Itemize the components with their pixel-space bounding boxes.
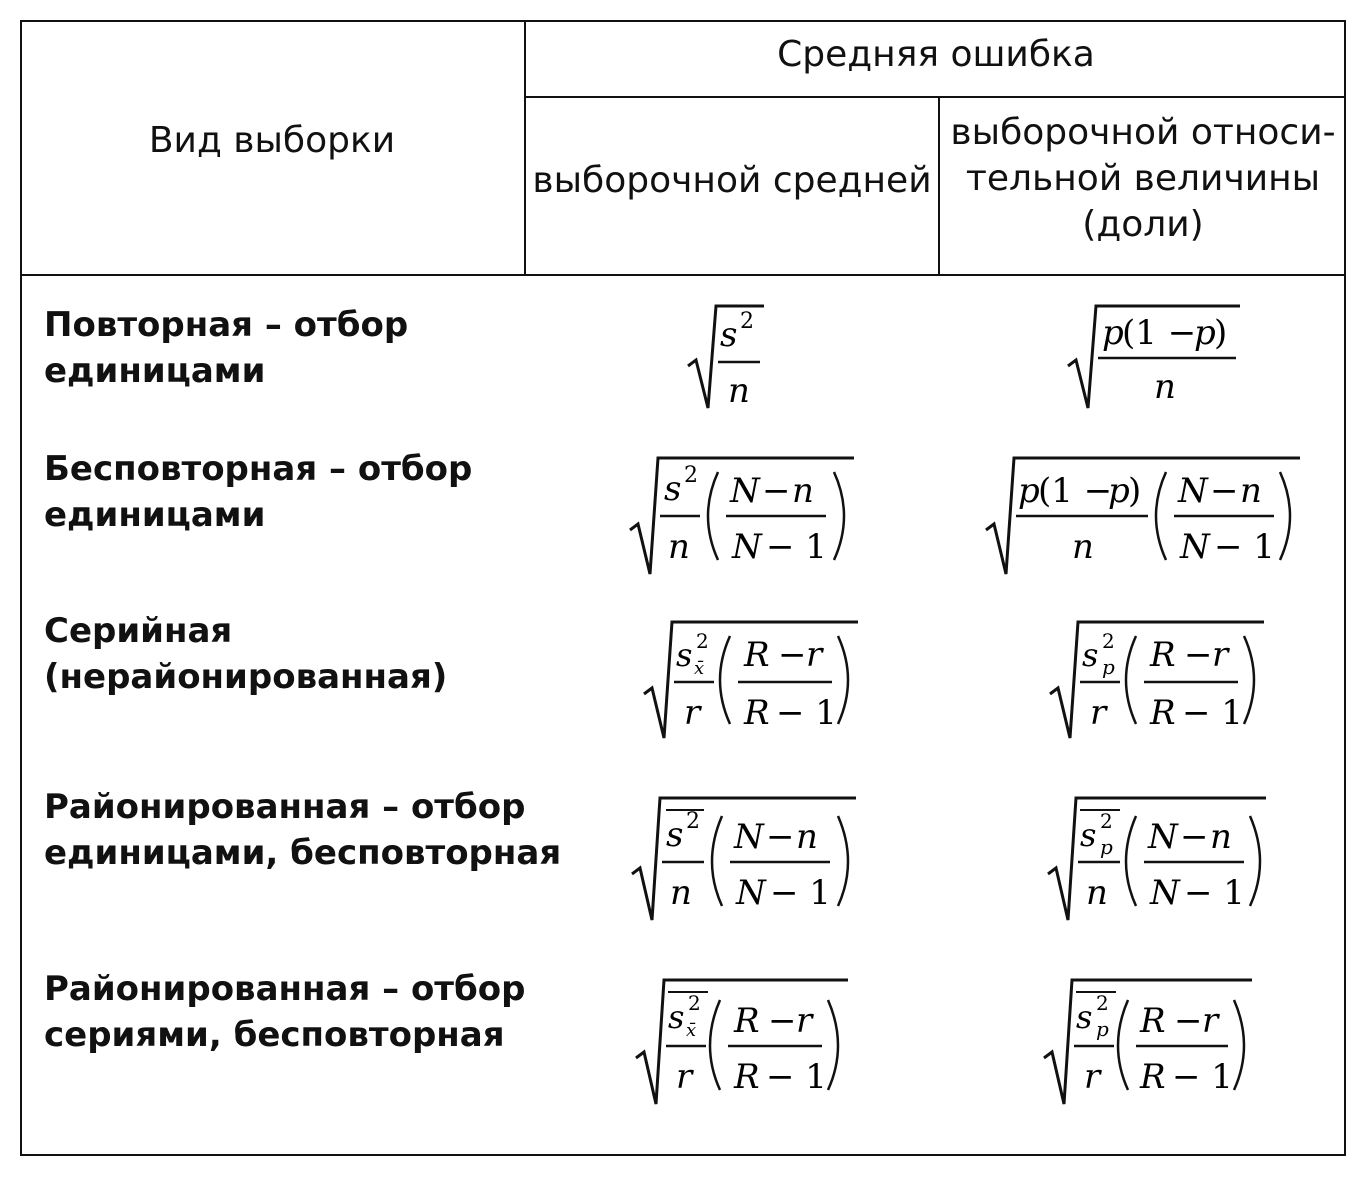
- formula-stratified-series-mean: [632, 972, 852, 1114]
- svg-text:− 1: − 1: [1184, 873, 1245, 913]
- header-divider-bottom: [20, 274, 1346, 276]
- row-label-non-repeated: Бесповторная – отбор единицами: [44, 449, 473, 535]
- svg-text:s: s: [1080, 816, 1097, 854]
- svg-text:n: n: [668, 527, 690, 567]
- formula-repeated-mean: [684, 296, 784, 420]
- svg-text:s: s: [668, 998, 685, 1036]
- header-mean-error: Средняя ошибка: [777, 34, 1095, 75]
- svg-text:2: 2: [1096, 991, 1109, 1015]
- svg-text:n: n: [796, 817, 818, 857]
- formula-stratified-units-proportion: [1044, 790, 1270, 930]
- svg-text:R: R: [744, 693, 770, 733]
- svg-text:2: 2: [696, 629, 709, 653]
- svg-text:r: r: [1084, 1057, 1101, 1097]
- svg-text:−: −: [762, 471, 791, 511]
- svg-text:p: p: [1108, 471, 1130, 511]
- svg-text:N: N: [732, 527, 762, 567]
- header-sample-mean: выборочной средней: [532, 160, 932, 201]
- svg-text:N: N: [736, 873, 766, 913]
- svg-text:(1 −: (1 −: [1038, 471, 1113, 511]
- svg-text:r: r: [676, 1057, 693, 1097]
- svg-text:n: n: [728, 371, 750, 411]
- svg-text:−: −: [778, 635, 807, 675]
- svg-text:s: s: [1082, 636, 1099, 674]
- svg-text:n: n: [1086, 873, 1108, 913]
- svg-text:p: p: [1100, 835, 1113, 859]
- svg-text:2: 2: [1102, 629, 1115, 653]
- svg-text:s: s: [676, 636, 693, 674]
- header-divider-top: [524, 96, 1346, 98]
- svg-text:x̄: x̄: [694, 658, 705, 679]
- row-label-repeated: Повторная – отбор единицами: [44, 305, 409, 391]
- svg-text:−: −: [1180, 817, 1209, 857]
- svg-text:R: R: [1150, 693, 1176, 733]
- svg-text:2: 2: [684, 463, 698, 488]
- formula-serial-proportion: [1046, 614, 1268, 748]
- svg-text:n: n: [792, 471, 814, 511]
- svg-text:r: r: [806, 635, 823, 675]
- svg-text:p: p: [1102, 655, 1115, 679]
- svg-text:r: r: [684, 693, 701, 733]
- row-label-stratified-series: Районированная – отбор сериями, бесповторная: [44, 969, 526, 1055]
- svg-text:N: N: [734, 817, 764, 857]
- header-sample-proportion: выборочной относи- тельной величины (доли): [950, 112, 1336, 245]
- svg-text:N: N: [1148, 817, 1178, 857]
- formula-stratified-units-mean: [628, 790, 860, 930]
- svg-text:− 1: − 1: [776, 693, 837, 733]
- svg-text:− 1: − 1: [766, 527, 827, 567]
- svg-text:−: −: [766, 817, 795, 857]
- svg-text:n: n: [1210, 817, 1232, 857]
- svg-text:): ): [1214, 313, 1228, 353]
- svg-text:2: 2: [740, 309, 754, 334]
- svg-text:−: −: [1184, 635, 1213, 675]
- svg-text:s: s: [1076, 998, 1093, 1036]
- svg-text:−: −: [768, 1001, 797, 1041]
- svg-text:− 1: − 1: [1214, 527, 1275, 567]
- svg-text:s: s: [720, 315, 738, 355]
- svg-text:R: R: [1140, 1057, 1166, 1097]
- svg-text:n: n: [1072, 527, 1094, 567]
- svg-text:r: r: [1090, 693, 1107, 733]
- formula-nonrepeated-proportion: [982, 450, 1304, 584]
- svg-text:): ): [1128, 471, 1142, 511]
- row-label-serial: Серийная (нерайонированная): [44, 611, 448, 697]
- svg-text:r: r: [1202, 1001, 1219, 1041]
- svg-text:− 1: − 1: [1182, 693, 1243, 733]
- svg-text:R: R: [1140, 1001, 1166, 1041]
- svg-text:s: s: [664, 469, 682, 509]
- svg-text:−: −: [1174, 1001, 1203, 1041]
- formula-stratified-series-proportion: [1040, 972, 1256, 1114]
- svg-text:p: p: [1194, 313, 1216, 353]
- svg-text:− 1: − 1: [766, 1057, 827, 1097]
- svg-text:n: n: [1240, 471, 1262, 511]
- svg-text:n: n: [1154, 367, 1176, 407]
- formula-repeated-proportion: [1064, 296, 1244, 420]
- svg-text:R: R: [734, 1057, 760, 1097]
- svg-text:r: r: [1212, 635, 1229, 675]
- svg-text:2: 2: [686, 809, 700, 834]
- svg-text:R: R: [1150, 635, 1176, 675]
- formula-nonrepeated-mean: [626, 450, 858, 584]
- formula-serial-mean: [640, 614, 862, 748]
- header-sample-type: Вид выборки: [148, 120, 396, 161]
- svg-text:x̄: x̄: [686, 1020, 697, 1041]
- svg-text:p: p: [1102, 313, 1124, 353]
- svg-text:N: N: [1150, 873, 1180, 913]
- svg-text:N: N: [1180, 527, 1210, 567]
- svg-text:− 1: − 1: [770, 873, 831, 913]
- svg-text:2: 2: [1100, 809, 1113, 833]
- svg-text:R: R: [744, 635, 770, 675]
- svg-text:− 1: − 1: [1172, 1057, 1233, 1097]
- svg-text:s: s: [666, 815, 684, 855]
- svg-text:p: p: [1018, 471, 1040, 511]
- svg-text:r: r: [796, 1001, 813, 1041]
- svg-text:N: N: [730, 471, 760, 511]
- svg-text:n: n: [670, 873, 692, 913]
- svg-text:2: 2: [688, 991, 701, 1015]
- svg-text:−: −: [1210, 471, 1239, 511]
- row-label-stratified-units: Районированная – отбор единицами, бесповторная: [44, 787, 562, 873]
- svg-text:R: R: [734, 1001, 760, 1041]
- svg-text:N: N: [1178, 471, 1208, 511]
- svg-text:(1 −: (1 −: [1122, 313, 1197, 353]
- svg-text:p: p: [1096, 1017, 1109, 1041]
